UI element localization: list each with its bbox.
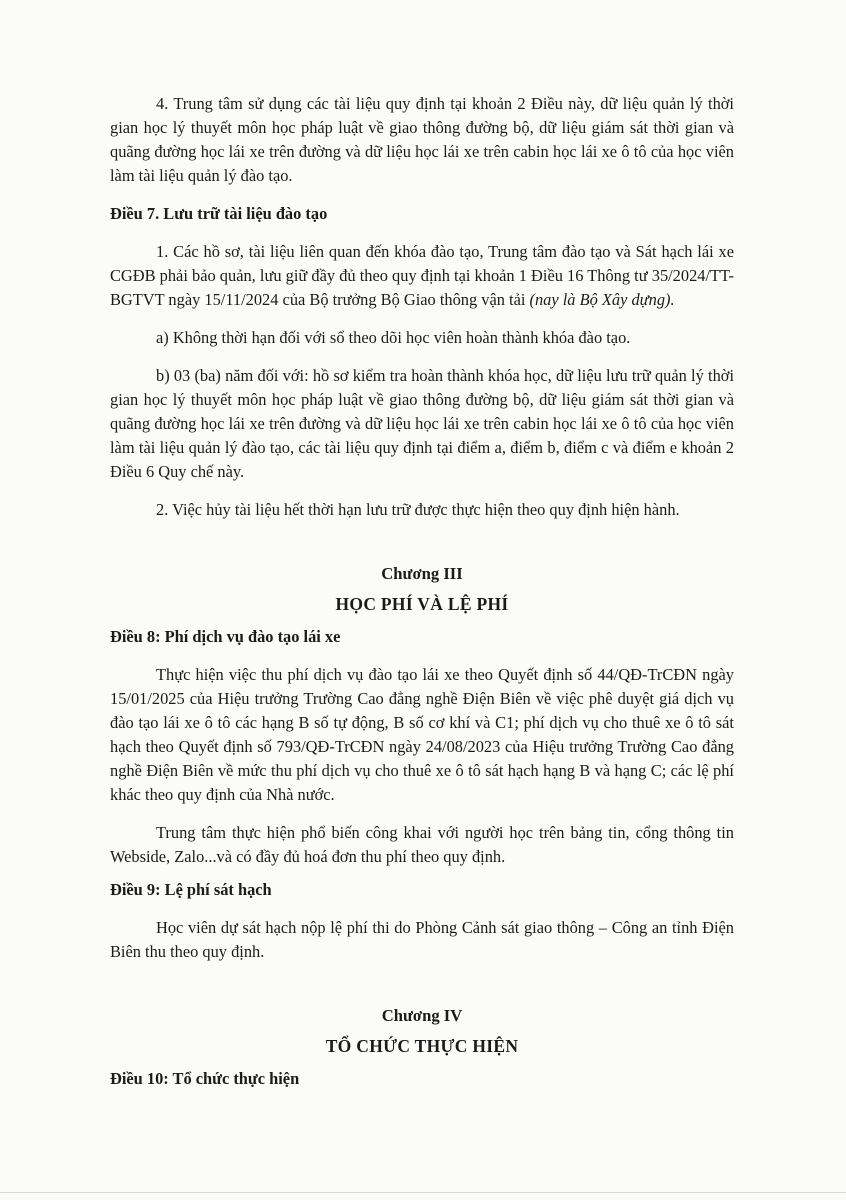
chapter-4-title: TỔ CHỨC THỰC HIỆN	[325, 1036, 519, 1056]
article-10-heading: Điều 10: Tổ chức thực hiện	[110, 1069, 300, 1088]
article-7-point-b: b) 03 (ba) năm đối với: hồ sơ kiểm tra hoàn thành khóa học, dữ liệu lưu trữ quản lý thời gian học lý thuyết môn học pháp luật về giao thông đường bộ, dữ liệu giám sát thời gian và quãng đường học lái xe trên đường và dữ liệu học lái xe trên cabin học lái xe ô tô của học viên làm tài liệu quản lý đào tạo, các tài liệu quy định tại điểm a, điểm b, điểm c và điểm e khoản 2 Điều 6 Quy chế này.	[110, 366, 734, 481]
article-9-heading: Điều 9: Lệ phí sát hạch	[110, 880, 272, 899]
article-7-heading: Điều 7. Lưu trữ tài liệu đào tạo	[110, 204, 328, 223]
chapter-3-title: HỌC PHÍ VÀ LỆ PHÍ	[335, 594, 509, 614]
article-8-heading: Điều 8: Phí dịch vụ đào tạo lái xe	[110, 627, 341, 646]
article-8-paragraph-1: Thực hiện việc thu phí dịch vụ đào tạo lái xe theo Quyết định số 44/QĐ-TrCĐN ngày 15/01/2025 của Hiệu trưởng Trường Cao đẳng nghề Điện Biên về việc phê duyệt giá dịch vụ đào tạo lái xe ô tô các hạng B số tự động, B số cơ khí và C1; phí dịch vụ cho thuê xe ô tô sát hạch theo Quyết định số 793/QĐ-TrCĐN ngày 24/08/2023 của Hiệu trưởng Trường Cao đẳng nghề Điện Biên về mức thu phí dịch vụ cho thuê xe ô tô sát hạch hạng B và hạng C; các lệ phí khác theo quy định của Nhà nước.	[110, 665, 734, 804]
article-7-point-a: a) Không thời hạn đối với sổ theo dõi học viên hoàn thành khóa đào tạo.	[156, 328, 631, 347]
clause-4-paragraph: 4. Trung tâm sử dụng các tài liệu quy định tại khoản 2 Điều này, dữ liệu quản lý thời gian học lý thuyết môn học pháp luật về giao thông đường bộ, dữ liệu giám sát thời gian và quãng đường học lái xe trên đường và dữ liệu học lái xe trên cabin học lái xe ô tô của học viên làm tài liệu quản lý đào tạo.	[110, 94, 734, 185]
document-body	[110, 92, 734, 1091]
page-bottom-edge	[0, 1192, 846, 1193]
chapter-4-number: Chương IV	[381, 1006, 463, 1025]
article-8-paragraph-2: Trung tâm thực hiện phổ biến công khai với người học trên bảng tin, cổng thông tin Webside, Zalo...và có đầy đủ hoá đơn thu phí theo quy định.	[110, 823, 734, 866]
article-7-clause-1-note: (nay là Bộ Xây dựng).	[529, 290, 675, 309]
article-9-paragraph-1: Học viên dự sát hạch nộp lệ phí thi do Phòng Cảnh sát giao thông – Công an tỉnh Điện Biên thu theo quy định.	[110, 918, 734, 961]
article-7-clause-1-text: 1. Các hồ sơ, tài liệu liên quan đến khóa đào tạo, Trung tâm đào tạo và Sát hạch lái xe CGĐB phải bảo quản, lưu giữ đầy đủ theo quy định tại khoản 1 Điều 16 Thông tư 35/2024/TT-BGTVT ngày 15/11/2024 của Bộ trưởng Bộ Giao thông vận tải	[110, 242, 734, 309]
chapter-3-number: Chương III	[381, 564, 463, 583]
article-7-clause-1	[110, 240, 734, 312]
article-7-clause-2: 2. Việc hủy tài liệu hết thời hạn lưu trữ được thực hiện theo quy định hiện hành.	[156, 500, 680, 519]
